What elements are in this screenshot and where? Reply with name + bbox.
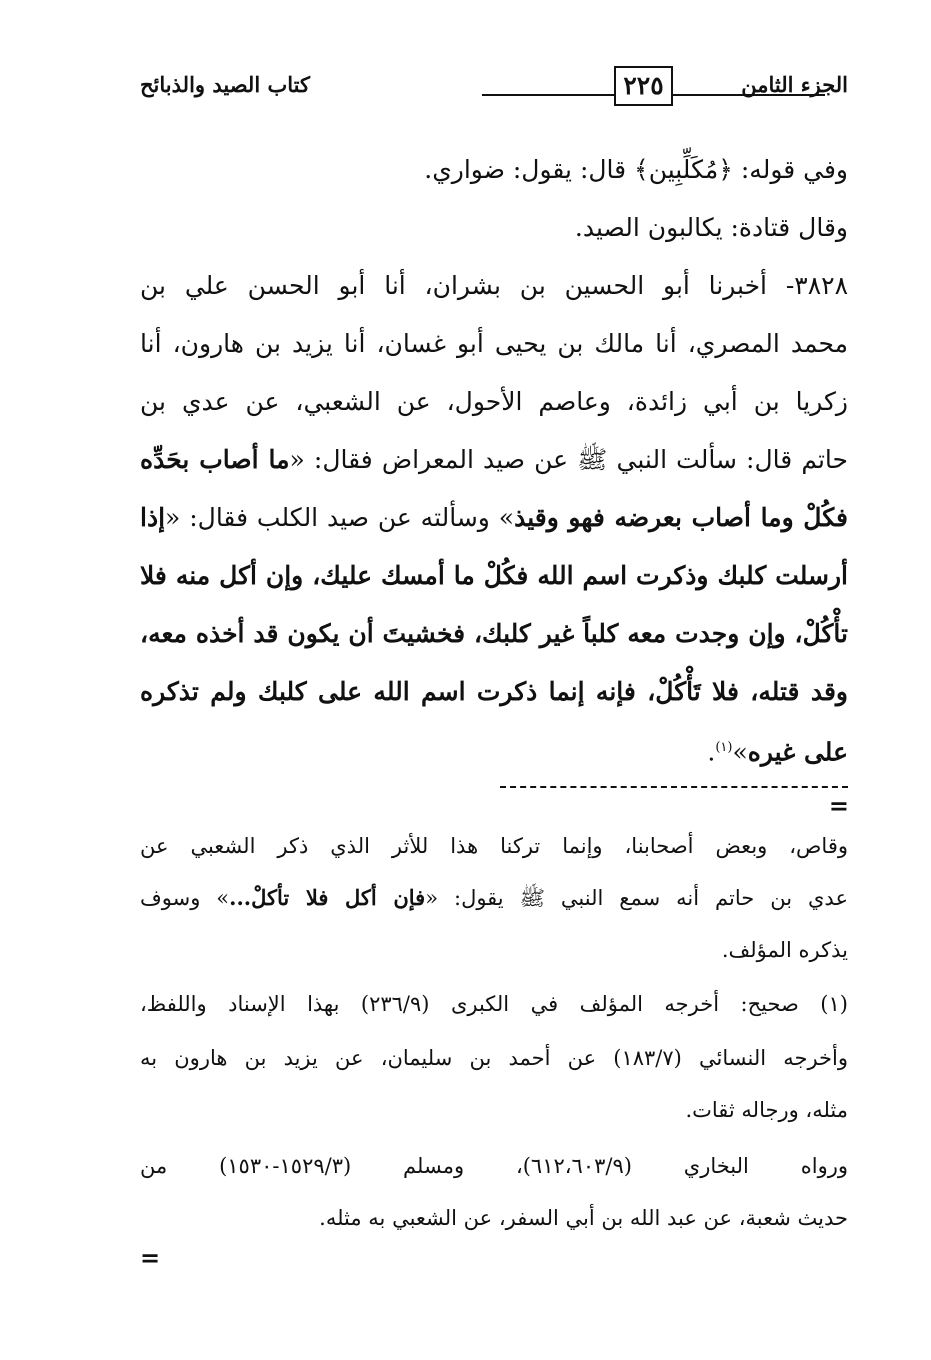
page-number: ٢٢٥ <box>614 66 673 106</box>
hadith-text: تأْكُلْ، وإن وجدت معه كلباً غير كلبك، فخشيتَ أن يكون قد أخذه معه، <box>140 619 848 648</box>
header-rule-left <box>482 94 614 96</box>
volume-label: الجزء الثامن <box>741 72 848 97</box>
footnote-line: (١) صحيح: أخرجه المؤلف في الكبرى (٢٣٦/٩) بهذا الإسناد واللفظ، <box>140 992 848 1016</box>
body-line <box>140 612 848 656</box>
footnote-line: ورواه البخاري (٦١٢،٦٠٣/٩)، ومسلم (١٥٢٩/٣-١٥٣٠) من <box>140 1154 848 1178</box>
body-line <box>140 670 848 714</box>
body-line: وفي قوله: ﴿مُكَلِّبِين﴾ قال: يقول: ضواري. <box>424 155 848 184</box>
footnote-line: وأخرجه النسائي (١٨٣/٧) عن أحمد بن سليمان، عن يزيد بن هارون به <box>140 1046 848 1070</box>
body-line <box>140 438 848 482</box>
footnote-line: يذكره المؤلف. <box>721 938 848 962</box>
footnote-text: » وسوف <box>140 886 230 910</box>
footnote-line: وقاص، وبعض أصحابنا، وإنما تركنا هذا للأثر الذي ذكر الشعبي عن <box>140 834 848 858</box>
body-line <box>140 554 848 598</box>
footnote-text: عدي بن حاتم أنه سمع النبي ﷺ يقول: « <box>425 886 848 910</box>
page-header <box>140 66 848 114</box>
end-mark: = <box>140 1243 161 1272</box>
footnote-line <box>140 880 848 916</box>
body-line: زكريا بن أبي زائدة، وعاصم الأحول، عن الشعبي، عن عدي بن <box>140 387 848 416</box>
body-line: وقال قتادة: يكالبون الصيد. <box>574 213 848 242</box>
footnote-ref: (١) <box>715 740 733 755</box>
body-text: » <box>732 737 748 767</box>
body-text: حاتم قال: سألت النبي ﷺ عن صيد المعراض فقال: « <box>289 445 849 474</box>
body-line <box>140 726 848 774</box>
hadith-text: ما أصاب بحَدِّه <box>140 445 290 474</box>
body-line: محمد المصري، أنا مالك بن يحيى أبو غسان، أنا يزيد بن هارون، أنا <box>140 329 848 358</box>
hadith-text: وقد قتله، فلا تَأْكُلْ، فإنه إنما ذكرت اسم الله على كلبك ولم تذكره <box>140 677 848 706</box>
hadith-text: على غيره <box>747 737 848 767</box>
footnote-line: حديث شعبة، عن عبد الله بن أبي السفر، عن الشعبي به مثله. <box>319 1206 848 1230</box>
body-line: ٣٨٢٨- أخبرنا أبو الحسين بن بشران، أنا أبو الحسن علي بن <box>140 271 848 300</box>
hadith-text: فإن أكل فلا تأكلْ... <box>229 885 426 910</box>
body-text: » وسألته عن صيد الكلب فقال: « <box>165 503 515 532</box>
footnote-line: مثله، ورجاله ثقات. <box>685 1098 848 1122</box>
header-rule-right <box>673 94 825 96</box>
hadith-text: إذا <box>140 503 166 532</box>
body-line <box>140 496 848 540</box>
book-title: كتاب الصيد والذبائح <box>140 72 310 97</box>
footnote-separator <box>500 786 848 788</box>
hadith-text: فكُلْ وما أصاب بعرضه فهو وقيذ <box>514 503 848 532</box>
hadith-text: أرسلت كلبك وذكرت اسم الله فكُلْ ما أمسك عليك، وإن أكل منه فلا <box>140 561 848 590</box>
continuation-mark: = <box>828 791 849 820</box>
body-text: . <box>707 737 716 767</box>
